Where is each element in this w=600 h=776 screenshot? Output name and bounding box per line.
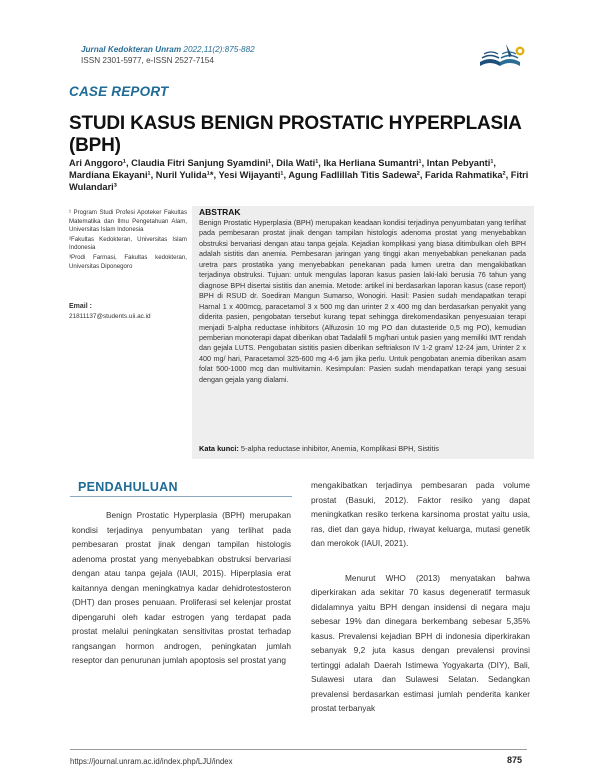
- affiliations: [69, 209, 187, 272]
- section-label: CASE REPORT: [69, 84, 169, 99]
- email-address[interactable]: 21811137@students.uii.ac.id: [69, 313, 151, 320]
- body-paragraph: Benign Prostatic Hyperplasia (BPH) merupakan kondisi terjadinya penyumbatan yang terlihat pada pembesaran prostat jinak dengan tampilan histologis adenoma prostat yang menyebabkan obstruksi bervariasi dengan atau tanpa gejala (IAUI, 2015). Hiperplasia erat kaitannya dengan meningkatnya kadar dehidrotestosteron (DHT) dan proses penuaan. Proliferasi sel kelenjar prostat dipengaruhi oleh kadar estrogen yang terdapat pada prostat melalui peningkatan sensitivitas prostat terhadap rangsangan hormon androgen, peningkatan jumlah reseptor dan penurunan jumlah apoptosis sel prostat yang: [72, 510, 291, 665]
- heading-divider: [70, 496, 292, 497]
- affiliation-3: ³Prodi Farmasi, Fakultas kedokteran, Universitas Diponegoro: [69, 253, 187, 270]
- body-paragraph: Menurut WHO (2013) menyatakan bahwa diperkirakan ada sekitar 70 kasus degeneratif termasuk didalamnya yaitu BPH dengan insidensi di negara maju sebesar 19% dan dinegara berkembang sebesar 5,35% kasus. Prevalensi kejadian BPH di indonesia diperkirakan sebanyak 9,2 juta kasus dengan prevalensi provinsi tertinggi adalah Daerah Istimewa Yogyakarta (DIY), Bali, Sulawesi utara dan Sulawesi Selatan. Sedangkan prevalensi berdasarkan estimasi jumlah penderita kanker prostat terbanyak: [311, 572, 530, 713]
- article-title: STUDI KASUS BENIGN PROSTATIC HYPERPLASIA (BPH): [69, 113, 521, 156]
- book-pen-logo-icon: [478, 40, 526, 72]
- journal-header: [81, 44, 255, 66]
- keywords: [199, 444, 529, 453]
- email-label: Email :: [69, 303, 92, 310]
- keywords-label: Kata kunci:: [199, 444, 239, 453]
- affiliation-1: ¹ Program Studi Profesi Apoteker Fakultas Matematika dan Ilmu Pengetahuan Alam, Universitas Islam Indonesia: [69, 209, 187, 234]
- page-number: 875: [507, 755, 523, 765]
- abstract-text: Benign Prostatic Hyperplasia (BPH) merupakan keadaan kondisi terjadinya penyumbatan yang terlihat pada pembesaran prostat jinak dengan tampilan histologis adenoma prostat yang menyebabkan obstruksi bervariasi dengan atau tanpa gejala. Kejadian komplikasi yang biasa ditimbulkan oleh BPH adalah sistitis dan anemia. Pembesaran jaringan yang tinggi akan menyebabkan penekanan pada uretra pars prostatika yang menyebabkan penekanan pada lumen uretra dan mengakibatkan terjadinya obstruksi. Tujuan: untuk mengulas laporan kasus pasien laki-laki berusia 76 tahun yang diagnose BPH disertai sistitis dan anemia. Metode: artikel ini berdasarkan laporan kasus (case report) BPH di RSUD dr. Soediran Mangun Sumarso, Wonogiri. Hasil: Pasien sudah mendapatkan terapi Harnal 1 x 400mcg, paracetamol 3 x 500 mg dan urinter 2 x 400 mg dan berdasarkan penyakit yang diderita pasien, pengobatan tersebut kurang tepat sehingga direkomendasikan penyesuaian terapi menjadi 5-alpha reductase inhibitors (Alfuzosin 10 mg PO dan dutasteride 0,5 mg PO), kemudian pemberian monoterapi dapat diberikan obat Tadalafil 5 mg/hari untuk pasien yang memiliki IMT rendah dan gejala LUTS. Pengobatan sistitis pasien diberikan seftriakson IV 1-2 gram/ 12-24 jam, Urinter 2 x 400 mg/ hari, Paracetamol 325-600 mg 4-6 jam jika perlu. Untuk pengobatan anemia diberikan asam folat 500-1000 mcg dan multivitamin. Kesimpulan: Pasien sudah mendapatkan terapi yang sesuai dengan gejala yang dialami.: [199, 218, 526, 384]
- footer-divider: [70, 749, 527, 750]
- affiliation-2: ²Fakultas Kedokteran, Universitas Islam Indonesia: [69, 235, 187, 252]
- author-list: Ari Anggoro¹, Claudia Fitri Sanjung Syamdini¹, Dila Wati¹, Ika Herliana Sumantri¹, Intan Pebyanti¹, Mardiana Ekayani¹, Nuril Yulida¹*, Yesi Wijayanti¹, Agung Fadlillah Titis Sadewa², Farida Rahmatika², Fitri Wulandari³: [69, 158, 529, 192]
- right-column: [311, 478, 530, 716]
- journal-issn: ISSN 2301-5977, e-ISSN 2527-7154: [81, 56, 214, 65]
- abstract-heading: ABSTRAK: [199, 207, 241, 217]
- section-heading-pendahuluan: PENDAHULUAN: [78, 480, 178, 494]
- left-column: [72, 508, 291, 668]
- journal-name: Jurnal Kedokteran Unram: [81, 45, 182, 54]
- journal-volume: 2022,11(2):875-882: [183, 45, 255, 54]
- footer-url[interactable]: https://journal.unram.ac.id/index.php/LJU/index: [70, 757, 233, 766]
- body-paragraph: mengakibatkan terjadinya pembesaran pada volume prostat (Basuki, 2012). Faktor resiko yang dapat meningkatkan resiko terkena karsinoma prostat yaitu usia, ras, diet dan gaya hidup, riwayat keluarga, mutasi genetik dan merokok (IAUI, 2021).: [311, 480, 530, 548]
- keywords-text: 5-alpha reductase inhibitor, Anemia, Komplikasi BPH, Sistitis: [238, 444, 439, 453]
